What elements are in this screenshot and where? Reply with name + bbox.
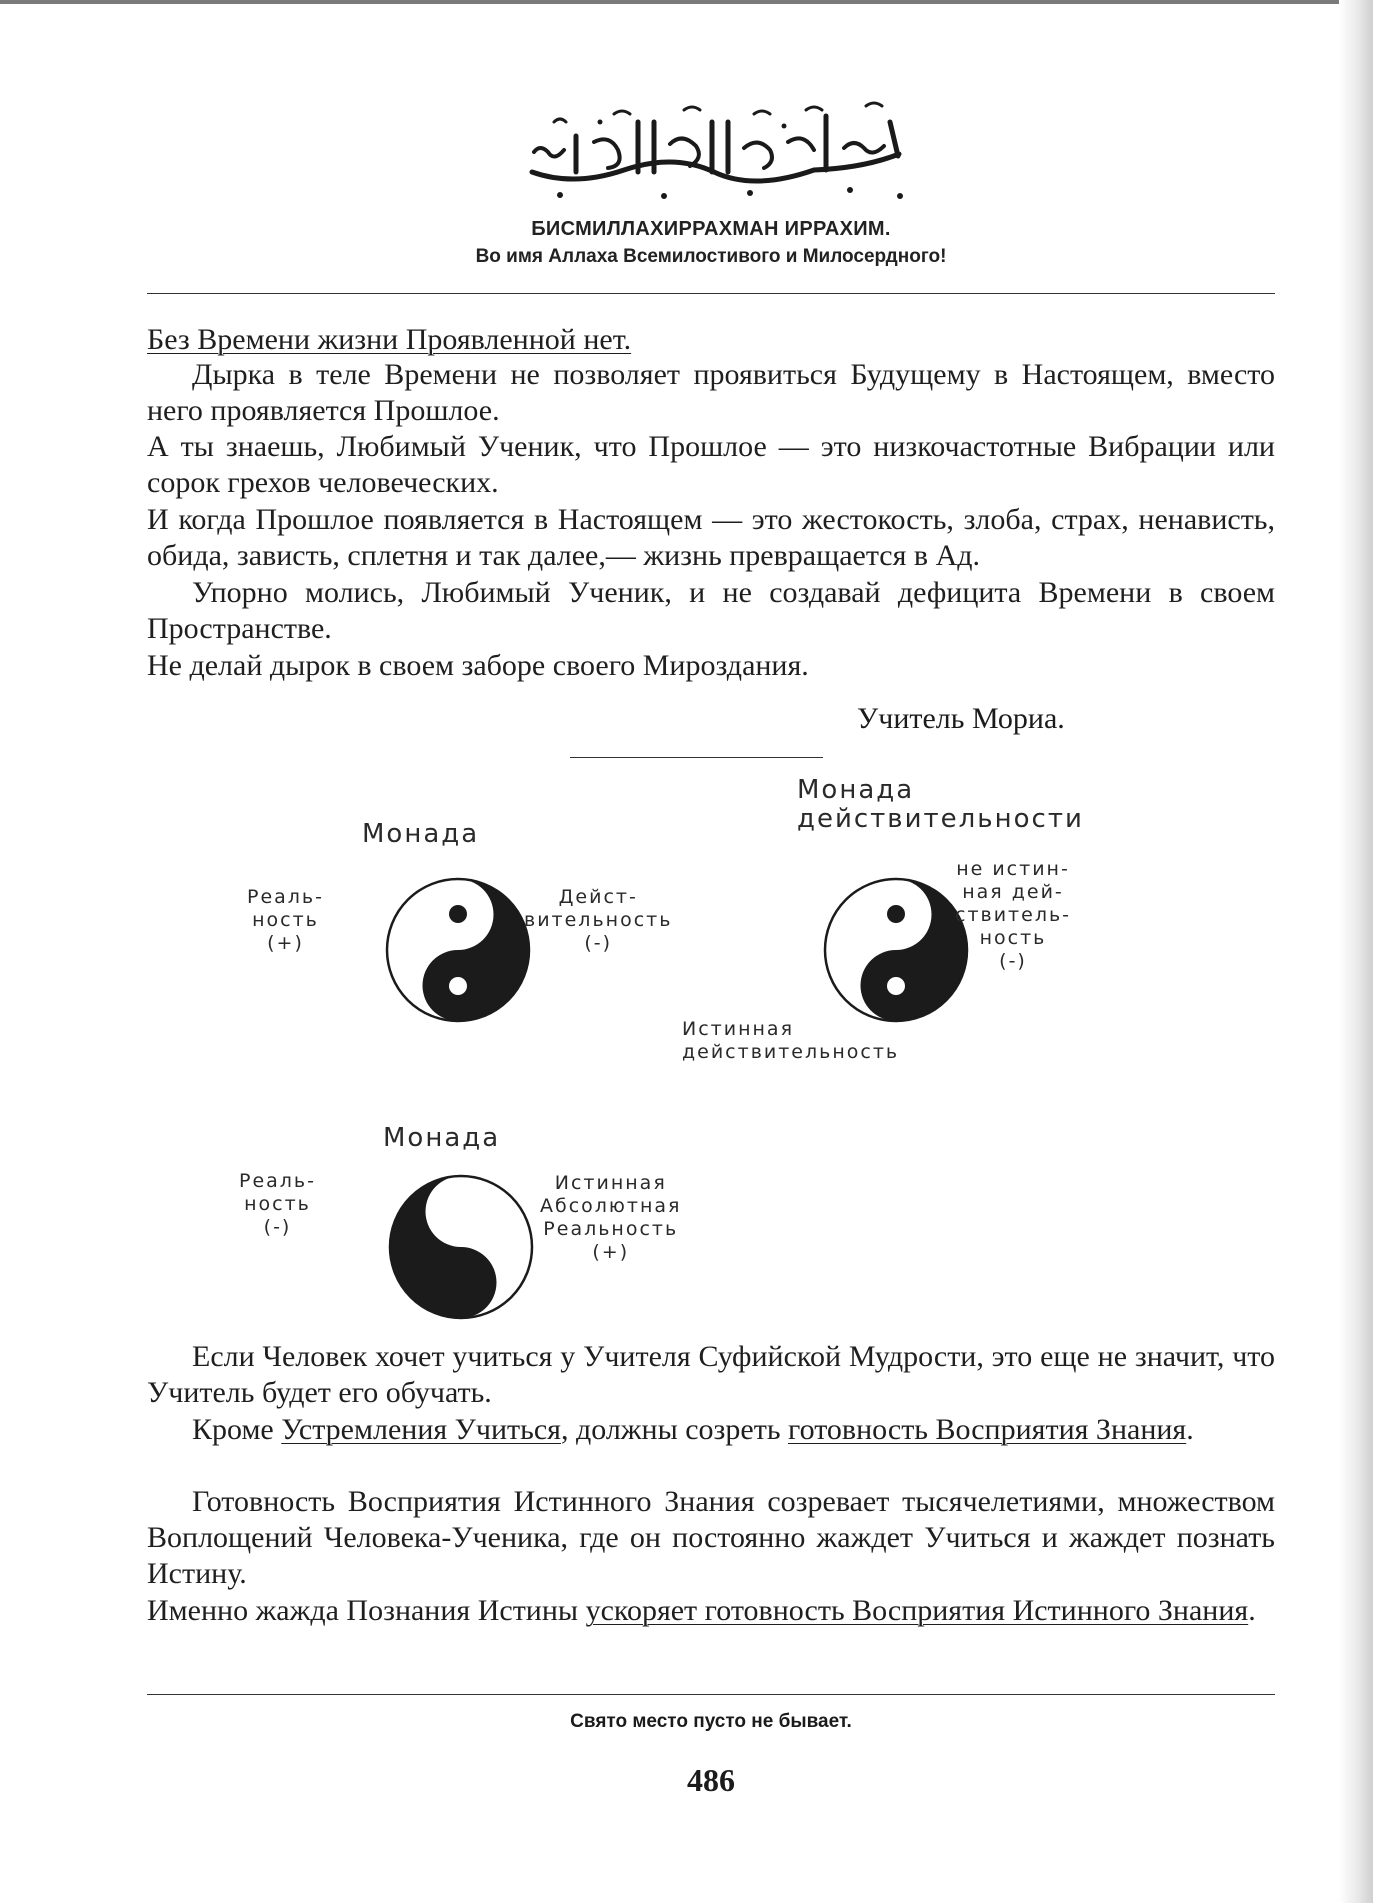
diagram2-bottom-label: Истинная действительность — [682, 1018, 900, 1063]
paragraph — [147, 1593, 1275, 1629]
signature: Учитель Мориа. — [857, 702, 1065, 735]
paragraph: Не делай дырок в своем заборе своего Мироздания. — [147, 649, 809, 682]
footer-quote: Свято место пусто не бывает. — [570, 1711, 852, 1732]
diagram2-yin-yang — [822, 876, 970, 1024]
diagram3-title: Монада — [383, 1123, 501, 1153]
paragraph: Упорно молись, Любимый Ученик, и не создавай дефицита Времени в своем Пространстве. — [147, 576, 1275, 645]
header-divider — [147, 293, 1275, 294]
diagram3-yin-yang — [387, 1173, 535, 1321]
paragraph: Если Человек хочет учиться у Учителя Суфийской Мудрости, это еще не значит, что Учитель будет его обучать. — [147, 1340, 1275, 1409]
book-page — [147, 0, 1275, 1903]
underlined-phrase: ускоряет готовность Восприятия Истинного Знания — [585, 1594, 1249, 1627]
footer-divider — [147, 1694, 1275, 1695]
paragraph: А ты знаешь, Любимый Ученик, что Прошлое — это низкочастотные Вибрации или сорок грехов человеческих. — [147, 430, 1275, 499]
underlined-phrase: Устремления Учиться — [281, 1413, 561, 1446]
paragraph — [147, 1412, 1275, 1448]
section-heading: Без Времени жизни Проявленной нет. — [147, 323, 632, 356]
paragraph: И когда Прошлое появляется в Настоящем — это жестокость, злоба, страх, ненависть, обида, зависть, сплетня и так далее,— жизнь превращается в Ад. — [147, 503, 1275, 572]
scan-edge-right — [1339, 0, 1373, 1903]
diagram1-right-label: Дейст- вительность (-) — [524, 886, 673, 954]
underlined-phrase: готовность Восприятия Знания — [788, 1413, 1187, 1446]
text-run: . — [1186, 1413, 1194, 1446]
text-run: . — [1248, 1594, 1256, 1627]
basmala-calligraphy — [514, 92, 914, 207]
diagram2-right-label: не истин- ная дей- ствитель- ность (-) — [955, 858, 1072, 972]
paragraph: Дырка в теле Времени не позволяет проявиться Будущему в Настоящем, вместо него проявляется Прошлое. — [147, 358, 1275, 427]
paragraph: Готовность Восприятия Истинного Знания созревает тысячелетиями, множеством Воплощений Человека-Ученика, где он постоянно жаждет Учиться и жаждет познать Истину. — [147, 1485, 1275, 1590]
diagram3-left-label: Реаль- ность (-) — [239, 1170, 316, 1238]
signature-divider — [570, 757, 823, 758]
header-subtitle: Во имя Аллаха Всемилостивого и Милосердного! — [475, 246, 947, 267]
header-title: БИСМИЛЛАХИРРАХМАН ИРРАХИМ. — [531, 218, 891, 240]
diagram2-title: Монада действительности — [797, 775, 1084, 834]
text-run: , должны созреть — [560, 1413, 789, 1446]
diagram1-left-label: Реаль- ность (+) — [247, 886, 324, 954]
diagram1-yin-yang — [384, 876, 532, 1024]
text-run: Именно жажда Познания Истины — [147, 1594, 586, 1627]
text-run: Кроме — [192, 1413, 282, 1446]
page-number: 486 — [687, 1762, 735, 1798]
diagram3-right-label: Истинная Абсолютная Реальность (+) — [540, 1172, 682, 1263]
diagram1-title: Монада — [362, 819, 480, 849]
